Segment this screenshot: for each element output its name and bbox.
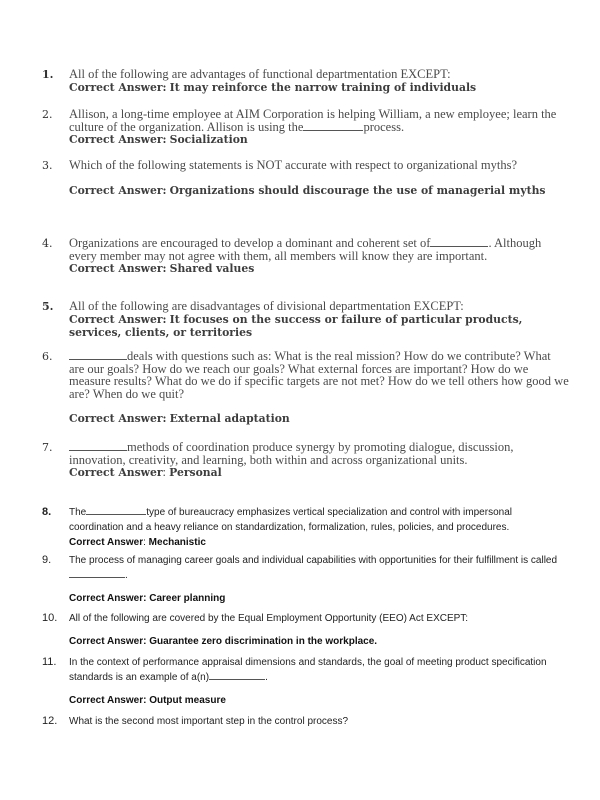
question-text-end: . bbox=[125, 570, 128, 581]
answer-blank bbox=[69, 568, 125, 578]
question-text-end: . bbox=[265, 672, 268, 683]
question-text-end: . Although every member may not agree with them, all members will know they are important. bbox=[69, 236, 542, 263]
answer-label: Correct Answer: bbox=[69, 593, 147, 604]
answer-text: Socialization bbox=[169, 133, 248, 146]
question-text-end: process. bbox=[363, 119, 405, 134]
question-number: 3. bbox=[42, 159, 53, 172]
answer-text: External adaptation bbox=[169, 412, 290, 425]
question-number: 8. bbox=[42, 506, 52, 518]
answer-text: Output measure bbox=[149, 695, 226, 706]
answer-label: Correct Answer: bbox=[69, 80, 167, 94]
answer-label: Correct Answer: bbox=[69, 133, 167, 146]
answer-blank bbox=[86, 505, 146, 515]
answer-label: Correct Answer: bbox=[69, 412, 167, 425]
question-number: 1. bbox=[42, 68, 54, 81]
answer-text: It focuses on the success or failure of particular products, services, clients, or territories bbox=[69, 312, 523, 339]
question-number: 11. bbox=[42, 656, 57, 668]
answer-text: Personal bbox=[169, 466, 222, 479]
answer-label: Correct Answer: bbox=[69, 183, 167, 197]
question-number: 9. bbox=[42, 554, 52, 566]
answer-label: Correct Answer: bbox=[69, 636, 147, 647]
question-text: In the context of performance appraisal dimensions and standards, the goal of meeting product specification standards is an example of a(n) bbox=[69, 657, 547, 683]
question-number: 6. bbox=[42, 350, 53, 363]
question-text: All of the following are advantages of functional departmentation EXCEPT: bbox=[69, 67, 451, 81]
answer-text: Mechanistic bbox=[148, 537, 206, 548]
answer-blank bbox=[69, 441, 127, 451]
question-text: Allison, a long-time employee at AIM Corporation is helping William, a new employee; learn the culture of the organization. Allison is using the bbox=[69, 107, 557, 134]
question-number: 10. bbox=[42, 612, 58, 624]
answer-separator: : bbox=[143, 537, 146, 548]
answer-label: Correct Answer bbox=[69, 537, 144, 548]
answer-blank bbox=[303, 121, 363, 131]
answer-blank bbox=[430, 237, 488, 247]
question-number: 5. bbox=[42, 300, 54, 313]
answer-blank bbox=[209, 670, 265, 680]
question-text: The process of managing career goals and individual capabilities with opportunities for their fulfillment is called bbox=[69, 555, 558, 566]
question-text: All of the following are covered by the Equal Employment Opportunity (EEO) Act EXCEPT: bbox=[69, 613, 469, 624]
answer-label: Correct Answer: bbox=[69, 312, 167, 326]
answer-separator: : bbox=[162, 465, 167, 479]
question-text: deals with questions such as: What is the real mission? How do we contribute? What are our goals? How do we reach our goals? What external forces are important? How do we measure results? What do we do if specific targets are not met? How do we tell others how good we are? When do we quit? bbox=[69, 349, 569, 401]
answer-label: Correct Answer bbox=[69, 466, 163, 479]
answer-text: Guarantee zero discrimination in the workplace. bbox=[149, 636, 378, 647]
question-text: What is the second most important step in the control process? bbox=[69, 716, 349, 727]
question-text-end: type of bureaucracy emphasizes vertical specialization and control with impersonal coordination and a heavy reliance on standardization, formalization, rules, policies, and procedures. bbox=[69, 507, 512, 533]
answer-text: It may reinforce the narrow training of individuals bbox=[169, 80, 477, 94]
answer-text: Shared values bbox=[169, 262, 255, 275]
question-number: 2. bbox=[42, 108, 53, 121]
answer-text: Career planning bbox=[149, 593, 226, 604]
answer-blank bbox=[69, 350, 127, 360]
answer-label: Correct Answer: bbox=[69, 262, 167, 275]
question-text: methods of coordination produce synergy by promoting dialogue, discussion, innovation, creativity, and learning, both within and across organizational units. bbox=[69, 440, 514, 467]
question-number: 4. bbox=[42, 237, 53, 250]
answer-label: Correct Answer: bbox=[69, 695, 147, 706]
answer-text: Organizations should discourage the use of managerial myths bbox=[169, 183, 546, 197]
question-number: 7. bbox=[42, 441, 53, 454]
question-text: Organizations are encouraged to develop a dominant and coherent set of bbox=[69, 236, 431, 250]
question-text: All of the following are disadvantages of divisional departmentation EXCEPT: bbox=[69, 299, 464, 313]
question-text: Which of the following statements is NOT accurate with respect to organizational myths? bbox=[69, 158, 518, 172]
question-text: The bbox=[69, 507, 87, 518]
question-number: 12. bbox=[42, 715, 58, 727]
